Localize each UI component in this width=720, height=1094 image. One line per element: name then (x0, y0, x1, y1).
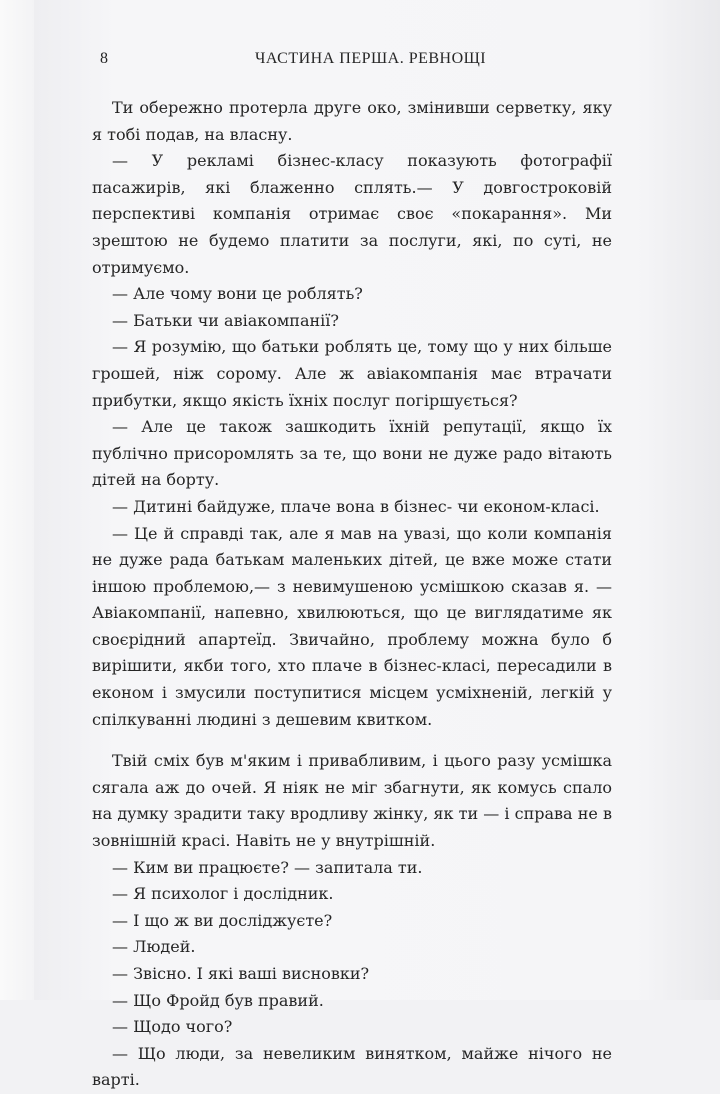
paragraph: — І що ж ви досліджуєте? (112, 910, 333, 930)
paragraph: — Що люди, за невеликим винятком, майже нічого не варті. (92, 1043, 612, 1090)
paragraph: — Це й справді так, але я мав на увазі, що коли компанія не дуже рада батькам маленьких дітей, це вже може стати іншою проблемою,— з невимушеною усмішкою сказав я. — Авіакомпанії, напевно, хвилюються, що це виглядатиме як своєрідний апартеїд. Звичайно, проблему можна було б вирішити, якби того, хто плаче в бізнес-класі, пересадили в економ і змусили поступитися місцем усміхненій, легкій у спілкуванні людині з дешевим квитком. (92, 523, 612, 729)
paragraph: — Ким ви працюєте? — запитала ти. (112, 857, 423, 877)
paragraph: — Щодо чого? (112, 1017, 233, 1037)
page-number: 8 (100, 50, 109, 67)
paragraph: — Звісно. І які ваші висновки? (112, 964, 370, 983)
paragraph: Ти обережно протерла друге око, змінивши серветку, яку я тобі подав, на власну. (92, 98, 612, 144)
page-gutter (0, 0, 34, 1000)
paragraph: — Але це також зашкодить їхній репутації, якщо їх публічно присоромлять за те, що вони не дуже радо вітають дітей на борту. (92, 417, 612, 490)
paragraph: — Але чому вони це роблять? (112, 284, 363, 304)
paragraph: — Людей. (112, 937, 196, 957)
section-gap (92, 733, 612, 748)
paragraph: — Я психолог і дослідник. (112, 884, 334, 904)
paragraph: — У рекламі бізнес-класу показують фотографії пасажирів, які блаженно сплять.— У довгостроковій перспективі компанія отримає своє «покарання». Ми зрештою не будемо платити за послуги, які, по суті, не отримуємо. (92, 151, 612, 277)
body-text (92, 95, 612, 1094)
chapter-title: ЧАСТИНА ПЕРША. РЕВНОЩІ (255, 50, 487, 67)
paragraph: — Що Фройд був правий. (112, 990, 324, 1010)
paragraph: — Батьки чи авіакомпанії? (112, 310, 339, 330)
paragraph: Твій сміх був м'яким і привабливим, і цього разу усмішка сягала аж до очей. Я ніяк не міг збагнути, як комусь спало на думку зрадити таку вродливу жінку, як ти — і справа не в зовнішній красі. Навіть не у внутрішній. (92, 751, 612, 851)
running-header (100, 50, 660, 74)
paragraph: — Я розумію, що батьки роблять це, тому що у них більше грошей, ніж сорому. Але ж авіакомпанія має втрачати прибутки, якщо якість їхніх послуг погіршується? (92, 337, 612, 410)
paragraph: — Дитині байдуже, плаче вона в бізнес- чи економ-класі. (112, 496, 600, 516)
